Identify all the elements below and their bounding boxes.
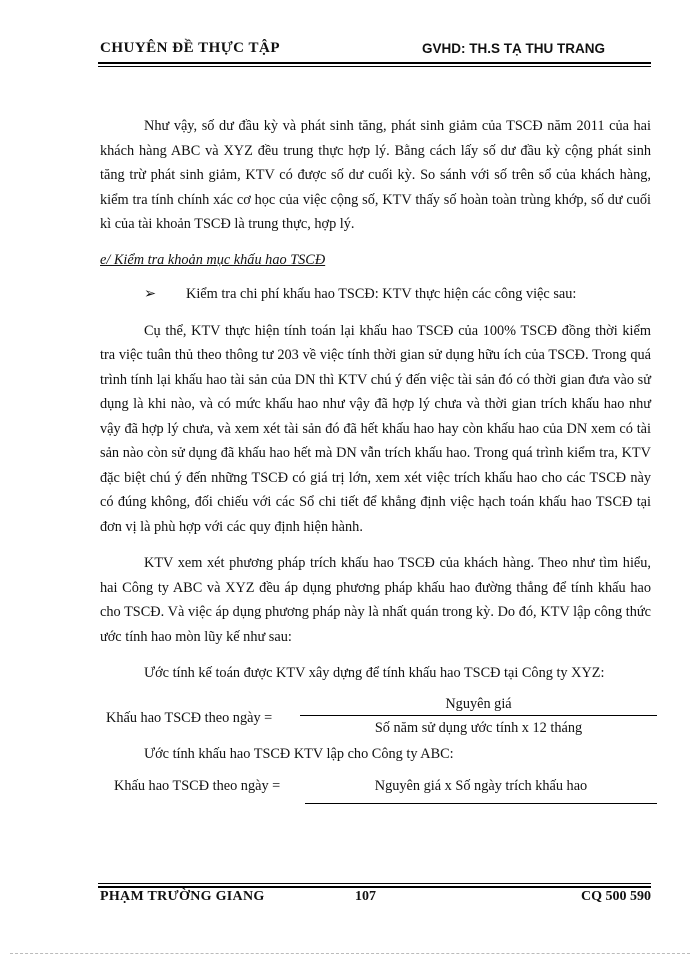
fraction-bar (305, 803, 657, 804)
paragraph-summary: Như vậy, số dư đầu kỳ và phát sinh tăng, phát sinh giảm của TSCĐ năm 2011 của hai khách hàng ABC và XYZ đều trung thực hợp lý. Bằng cách lấy số dư đầu kỳ cộng phát sinh tăng trừ phát sinh giảm, KTV có được số dư cuối kỳ. So sánh với số trên sổ của khách hàng, kiểm tra tính chính xác cơ học của việc cộng số, KTV thấy số hoàn toàn trùng khớp, số dư cuối kì của tài khoản TSCĐ là trung thực, hợp lý. (100, 118, 651, 232)
header-supervisor: GVHD: TH.S TẠ THU TRANG (422, 41, 605, 56)
paragraph-method: KTV xem xét phương pháp trích khấu hao TSCĐ của khách hàng. Theo như tìm hiểu, hai Công ty ABC và XYZ đều áp dụng phương pháp khấu hao đường thẳng để tính khấu hao cho TSCĐ. Và việc áp dụng phương pháp này là nhất quán trong kỳ. Do đó, KTV lập công thức ước tính hao mòn lũy kế như sau: (100, 555, 651, 645)
paragraph-xyz-intro: Ước tính kế toán được KTV xây dựng để tính khấu hao TSCĐ tại Công ty XYZ: (144, 665, 605, 681)
formula-xyz-label: Khấu hao TSCĐ theo ngày = (106, 709, 273, 726)
document-body (100, 114, 651, 816)
footer-rule-thin (98, 883, 651, 884)
header-title: CHUYÊN ĐỀ THỰC TẬP (100, 40, 280, 56)
formula-abc-label: Khấu hao TSCĐ theo ngày = (114, 778, 281, 794)
formula-abc (100, 774, 651, 816)
formula-xyz-denominator: Số năm sử dụng ước tính x 12 tháng (374, 719, 583, 736)
header-rule (98, 62, 651, 64)
bullet-text: Kiểm tra chi phí khấu hao TSCĐ: KTV thực hiện các công việc sau: (186, 286, 577, 302)
formula-xyz (100, 692, 651, 740)
page-number: 107 (355, 889, 376, 904)
footer-class-code: CQ 500 590 (581, 889, 651, 904)
bullet-item (100, 282, 651, 307)
header-rule-thin (98, 66, 651, 67)
footer-author: PHẠM TRƯỜNG GIANG (100, 889, 265, 904)
section-heading: e/ Kiểm tra khoản mục khấu hao TSCĐ (100, 251, 326, 268)
paragraph-detail: Cụ thể, KTV thực hiện tính toán lại khấu hao TSCĐ của 100% TSCĐ đồng thời kiểm tra việc tuân thủ theo thông tư 203 về việc tính thời gian sử dụng hữu ích của TSCĐ. Trong quá trình tính lại khấu hao tài sản của DN thì KTV chú ý đến việc tài sản đó có thời gian đưa vào sử dụng là khi nào, và có mức khấu hao như vậy đã hợp lý chưa và thời gian trích khấu hao như vậy đã hợp lý chưa, và xem xét tài sản đó đã hết khấu hao hay còn khấu hao của DN xem có tài sản nào còn sử dụng đã khấu hao hết mà DN vẫn trích khấu hao. Trong quá trình kiểm tra, KTV đặc biệt chú ý đến những TSCĐ có giá trị lớn, xem xét việc trích khấu hao cho các TSCĐ này có đúng không, đối chiếu với các Sổ chi tiết để khẳng định việc hạch toán khấu hao TSCĐ tại đơn vị là phù hợp với các quy định hiện hành. (100, 322, 651, 535)
paragraph-abc-intro: Ước tính khấu hao TSCĐ KTV lập cho Công ty ABC: (144, 745, 454, 762)
footer-rule (98, 886, 651, 888)
formula-xyz-numerator: Nguyên giá (445, 695, 512, 712)
formula-abc-numerator: Nguyên giá x Số ngày trích khấu hao (374, 778, 588, 794)
page-edge-divider (10, 953, 690, 954)
arrow-bullet-icon: ➢ (144, 286, 156, 302)
